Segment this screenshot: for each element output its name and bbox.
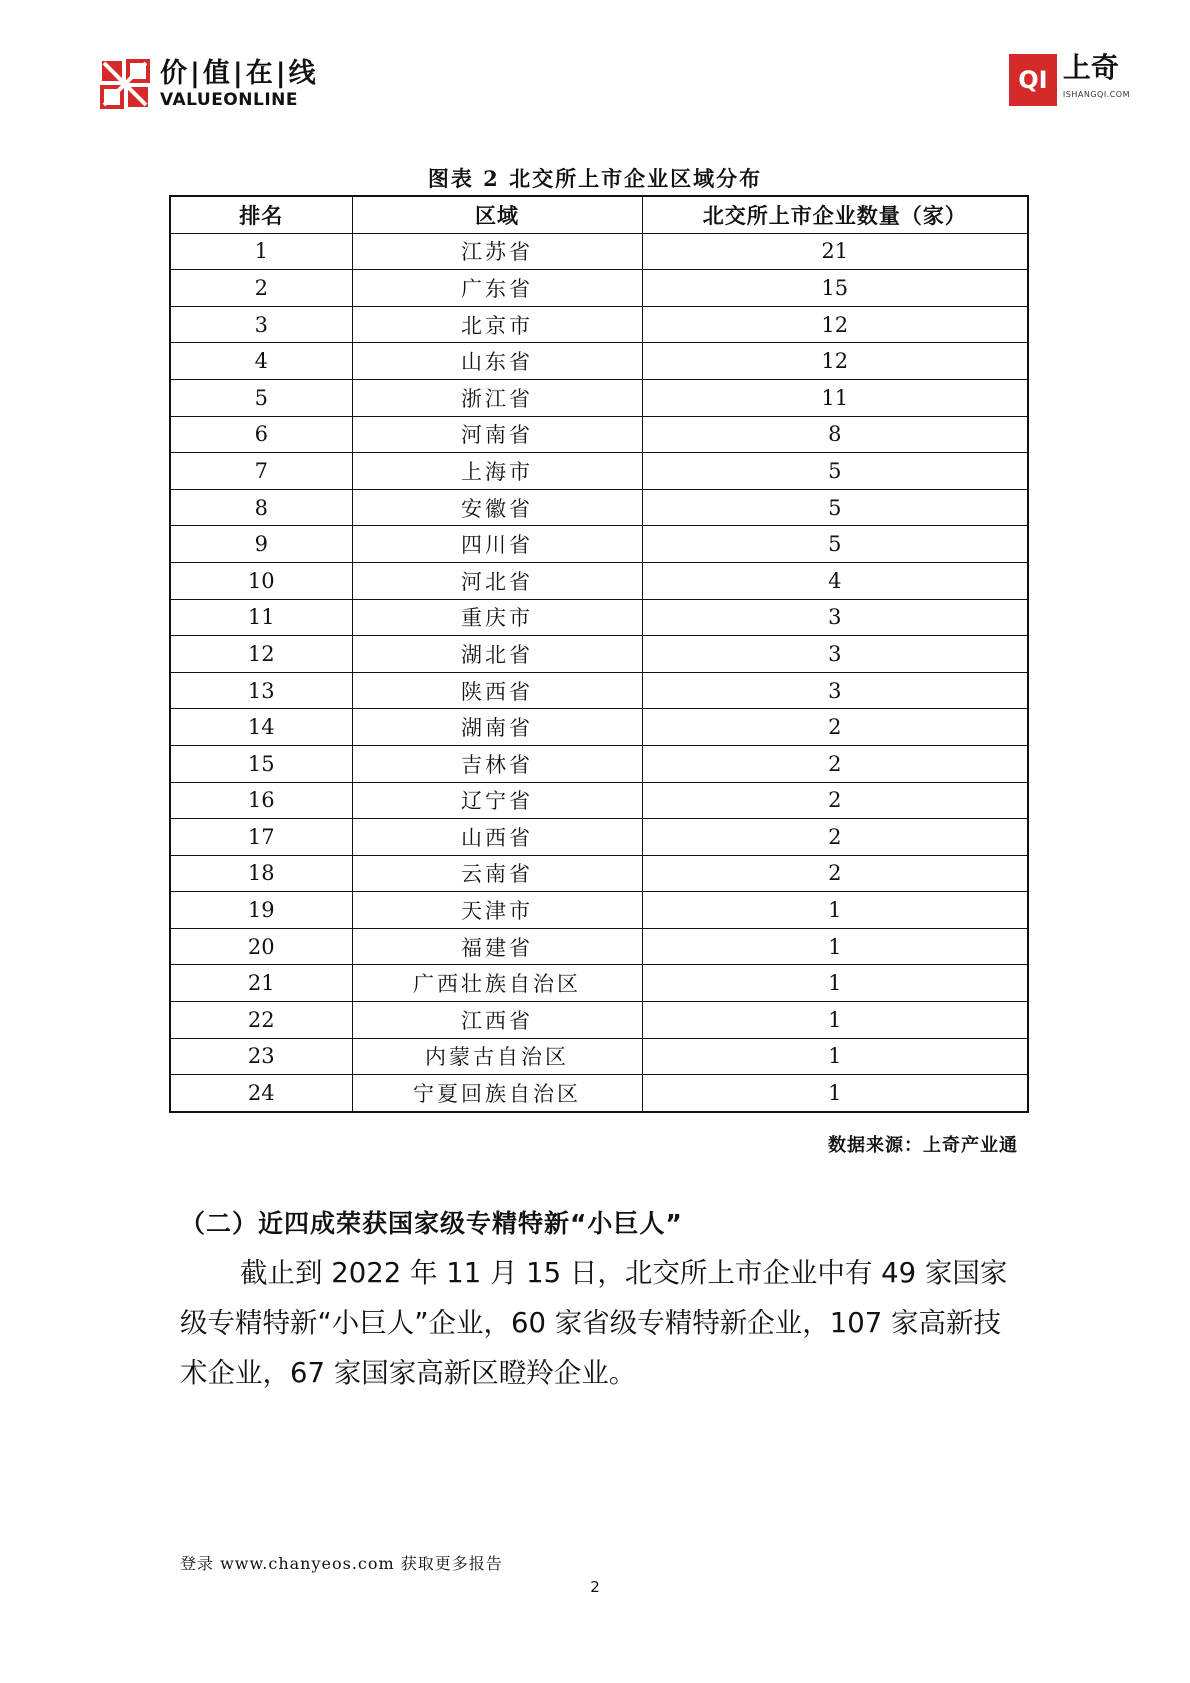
cell-region: 江西省 [352, 1002, 642, 1039]
table-row [170, 855, 1028, 892]
body-paragraph [180, 1248, 1020, 1398]
cell-region: 陕西省 [352, 672, 642, 709]
cell-count: 2 [642, 819, 1028, 856]
table-row [170, 672, 1028, 709]
cell-count: 1 [642, 965, 1028, 1002]
cell-rank: 20 [170, 928, 352, 965]
cell-count: 15 [642, 270, 1028, 307]
table-row [170, 416, 1028, 453]
cell-rank: 22 [170, 1002, 352, 1039]
valueonline-logo-icon [100, 59, 150, 109]
valueonline-logo-en: VALUEONLINE [160, 89, 298, 110]
cell-region: 四川省 [352, 526, 642, 563]
cell-rank: 10 [170, 562, 352, 599]
cell-count: 8 [642, 416, 1028, 453]
cell-count: 1 [642, 892, 1028, 929]
table-row [170, 928, 1028, 965]
cell-rank: 18 [170, 855, 352, 892]
cell-count: 5 [642, 489, 1028, 526]
cell-region: 重庆市 [352, 599, 642, 636]
table-row [170, 892, 1028, 929]
cell-count: 1 [642, 1038, 1028, 1075]
cell-count: 11 [642, 379, 1028, 416]
cell-region: 云南省 [352, 855, 642, 892]
table-row [170, 1075, 1028, 1112]
table-row [170, 1038, 1028, 1075]
cell-count: 2 [642, 709, 1028, 746]
table-row [170, 819, 1028, 856]
cell-count: 2 [642, 855, 1028, 892]
table-row [170, 745, 1028, 782]
cell-region: 吉林省 [352, 745, 642, 782]
valueonline-logo [100, 56, 319, 112]
table-row [170, 343, 1028, 380]
table-row [170, 599, 1028, 636]
cell-count: 21 [642, 233, 1028, 270]
cell-region: 湖南省 [352, 709, 642, 746]
cell-rank: 13 [170, 672, 352, 709]
cell-region: 湖北省 [352, 636, 642, 673]
table-row [170, 379, 1028, 416]
cell-rank: 7 [170, 453, 352, 490]
cell-rank: 3 [170, 306, 352, 343]
cell-rank: 19 [170, 892, 352, 929]
cell-region: 河南省 [352, 416, 642, 453]
cell-rank: 6 [170, 416, 352, 453]
cell-rank: 21 [170, 965, 352, 1002]
cell-region: 河北省 [352, 562, 642, 599]
cell-region: 北京市 [352, 306, 642, 343]
footer-note: 登录 www.chanyeos.com 获取更多报告 [180, 1554, 503, 1573]
cell-region: 浙江省 [352, 379, 642, 416]
cell-rank: 15 [170, 745, 352, 782]
cell-rank: 9 [170, 526, 352, 563]
table-row [170, 709, 1028, 746]
shangqi-logo-cn: 上奇 [1062, 51, 1119, 84]
cell-count: 12 [642, 343, 1028, 380]
cell-region: 江苏省 [352, 233, 642, 270]
valueonline-logo-cn: 价|值|在|线 [160, 57, 319, 89]
table-row [170, 636, 1028, 673]
cell-count: 5 [642, 453, 1028, 490]
cell-count: 2 [642, 782, 1028, 819]
column-header-region: 区域 [352, 196, 642, 233]
column-header-rank: 排名 [170, 196, 352, 233]
cell-count: 4 [642, 562, 1028, 599]
cell-count: 1 [642, 928, 1028, 965]
cell-count: 1 [642, 1075, 1028, 1112]
cell-region: 天津市 [352, 892, 642, 929]
cell-rank: 1 [170, 233, 352, 270]
cell-count: 2 [642, 745, 1028, 782]
table-header-row [170, 196, 1028, 233]
table-row [170, 233, 1028, 270]
cell-region: 福建省 [352, 928, 642, 965]
cell-rank: 14 [170, 709, 352, 746]
shangqi-logo [1009, 51, 1130, 106]
page-number: 2 [590, 1578, 600, 1596]
cell-rank: 2 [170, 270, 352, 307]
table-row [170, 526, 1028, 563]
column-header-count: 北交所上市企业数量（家） [642, 196, 1028, 233]
cell-region: 内蒙古自治区 [352, 1038, 642, 1075]
shangqi-logo-icon: QI [1009, 54, 1057, 106]
region-distribution-table [169, 195, 1029, 1113]
cell-region: 辽宁省 [352, 782, 642, 819]
table-row [170, 782, 1028, 819]
cell-rank: 4 [170, 343, 352, 380]
cell-rank: 24 [170, 1075, 352, 1112]
cell-rank: 16 [170, 782, 352, 819]
table-row [170, 270, 1028, 307]
table-row [170, 453, 1028, 490]
section-heading: （二）近四成荣获国家级专精特新“小巨人” [180, 1209, 683, 1238]
cell-rank: 11 [170, 599, 352, 636]
table-row [170, 562, 1028, 599]
cell-count: 1 [642, 1002, 1028, 1039]
shangqi-logo-en: ISHANGQI.COM [1062, 90, 1130, 99]
cell-region: 广东省 [352, 270, 642, 307]
cell-count: 3 [642, 672, 1028, 709]
figure-caption: 图表 2 北交所上市企业区域分布 [427, 166, 763, 191]
table-row [170, 306, 1028, 343]
table-row [170, 1002, 1028, 1039]
cell-rank: 17 [170, 819, 352, 856]
cell-region: 安徽省 [352, 489, 642, 526]
cell-region: 广西壮族自治区 [352, 965, 642, 1002]
data-source: 数据来源：上奇产业通 [828, 1135, 1018, 1156]
cell-rank: 8 [170, 489, 352, 526]
cell-count: 3 [642, 636, 1028, 673]
table-row [170, 965, 1028, 1002]
cell-rank: 5 [170, 379, 352, 416]
table-row [170, 489, 1028, 526]
table-body [170, 233, 1028, 1112]
body-paragraph-text: 截止到 2022 年 11 月 15 日，北交所上市企业中有 49 家国家级专精特新“小巨人”企业，60 家省级专精特新企业，107 家高新技术企业，67 家国家高新区瞪羚企业。 [180, 1257, 1008, 1389]
cell-region: 宁夏回族自治区 [352, 1075, 642, 1112]
cell-count: 3 [642, 599, 1028, 636]
cell-count: 5 [642, 526, 1028, 563]
cell-region: 山东省 [352, 343, 642, 380]
cell-rank: 12 [170, 636, 352, 673]
cell-region: 山西省 [352, 819, 642, 856]
cell-count: 12 [642, 306, 1028, 343]
cell-rank: 23 [170, 1038, 352, 1075]
cell-region: 上海市 [352, 453, 642, 490]
